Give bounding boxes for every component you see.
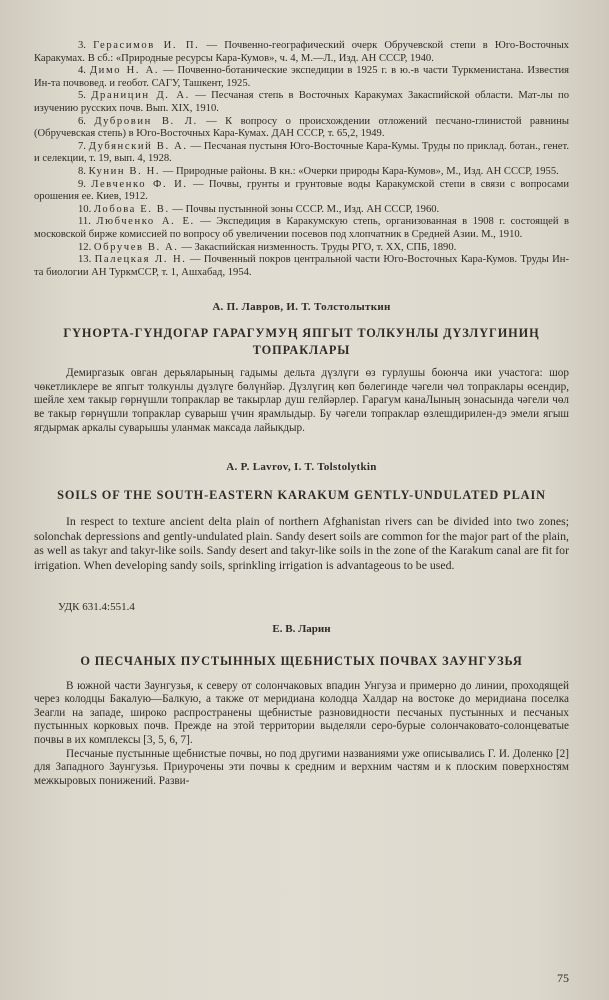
reference-author: Драницин Д. А.	[91, 90, 190, 102]
reference-number: 3.	[78, 40, 86, 51]
reference-text: — Экспедиция в Каракумскую степь, организованная в 1908 г. состоящей в московской бирже комиссией по вопросу об увеличении посевов под хлопчатник в Средней Азии. М., 1910.	[34, 216, 569, 240]
reference-number: 6.	[78, 115, 86, 127]
reference-text: — Закаспийская низменность. Труды РГО, т. XX, СПБ, 1890.	[178, 241, 457, 253]
english-authors: A. P. Lavrov, I. T. Tolstolytkin	[226, 461, 377, 474]
reference-number: 13.	[78, 254, 92, 266]
reference-number: 5.	[78, 90, 86, 102]
reference-item	[34, 242, 569, 255]
reference-number: 7.	[78, 140, 86, 152]
reference-item	[34, 216, 569, 241]
turkmen-authors: А. П. Лавров, И. Т. Толстолыткин	[212, 301, 391, 314]
english-abstract: In respect to texture ancient delta plain of northern Afghanistan rivers can be divided into two zones; solonchak depressions and gently-undulated plain. Sandy desert soils are common for the major part of the plain, as well as takyr and takyr-like soils. Sandy desert and takyr-like soils in the zone of the Karakum canal are fit for irrigation. When developing sandy soils, sprinkling irrigation is advantageous to be used.	[34, 514, 569, 573]
russian-title: О ПЕСЧАНЫХ ПУСТЫННЫХ ЩЕБНИСТЫХ ПОЧВАХ ЗАУНГУЗЬЯ	[80, 653, 523, 668]
reference-text: — Почвы пустынной зоны СССР. М., Изд. АН СССР, 1960.	[169, 203, 440, 215]
reference-text: — Почвенно-географический очерк Обручевской степи в Юго-Восточных Каракумах. В сб.: «Природные ресурсы Кара-Кумов», ч. 4, М.—Л., Изд. АН СССР, 1940.	[34, 40, 569, 64]
reference-number: 4.	[78, 65, 86, 77]
reference-item	[34, 116, 569, 141]
russian-paragraph-2: Песчаные пустынные щебнистые почвы, но под другими названиями уже описывались Г. И. Доленко [2] для Западного Заунгузья. Приурочены эти почвы к средним и верхним частям и к плоским поверхностям межкыровых понижений. Разви-	[34, 747, 569, 787]
reference-number: 10.	[78, 203, 92, 215]
reference-author: Обручев В. А.	[93, 241, 179, 253]
reference-author: Герасимов И. П.	[93, 40, 200, 51]
reference-author: Димо Н. А.	[89, 65, 160, 77]
reference-text: — Природные районы. В кн.: «Очерки природы Кара-Кумов», М., Изд. АН СССР, 1955.	[160, 165, 559, 177]
reference-author: Кунин В. Н.	[88, 165, 161, 177]
reference-author: Любченко А. Е.	[96, 216, 195, 228]
reference-text: — Песчаная степь в Восточных Каракумах Закаспийской области. Мат-лы по изучению русских почв. Вып. XIX, 1910.	[34, 90, 569, 114]
english-title: SOILS OF THE SOUTH-EASTERN KARAKUM GENTLY-UNDULATED PLAIN	[57, 488, 546, 503]
reference-author: Палецкая Л. Н.	[94, 254, 187, 266]
reference-item	[34, 90, 569, 115]
reference-text: — Песчаная пустыня Юго-Восточные Кара-Кумы. Труды по приклад. ботан., генет. и селекции, т. 19, вып. 4, 1928.	[34, 140, 569, 165]
reference-item	[34, 65, 569, 90]
udk-code: УДК 631.4:551.4	[58, 600, 135, 613]
page-number: 75	[557, 971, 569, 985]
reference-text: — Почвы, грунты и грунтовые воды Каракумской степи в связи с вопросами орошения ее. Киев, 1912.	[34, 178, 570, 203]
reference-number: 9.	[78, 178, 86, 190]
reference-text: — Почвенно-ботанические экспедиции в 1925 г. в ю.-в части Туркменистана. Известия Ин-та почвовед. и геобот. САГУ, Ташкент, 1925.	[34, 65, 569, 89]
reference-text: — К вопросу о происхождении отложений песчано-глинистой равнины (Обручевская степь) в Юго-Восточных Кара-Кумах. ДАН СССР, т. 65,2, 1949.	[34, 115, 569, 140]
reference-item	[34, 40, 569, 65]
reference-author: Дубровин В. Л.	[94, 115, 198, 127]
russian-author: Е. В. Ларин	[272, 622, 331, 635]
reference-author: Лобова Е. В.	[93, 203, 170, 215]
reference-list	[34, 40, 569, 279]
reference-item	[34, 166, 569, 179]
reference-author: Дубянский В. А.	[88, 140, 188, 152]
reference-item	[34, 254, 569, 279]
russian-paragraph-1: В южной части Заунгузья, к северу от солончаковых впадин Унгуза и примерно до линии, проходящей через колодцы Бакалую—Балкую, а также от меридиана колодца Халдар на востоке до меридиана поселка Зеагли на западе, широко распространены щебнистые разновидности песчаных пустынных и песчаных пустынных корковых почв. Прежде на этой территории выделяли серо-бурые солончаковато-солонцеватые почвы в их комплексы [3, 5, 6, 7].	[34, 679, 569, 746]
reference-item	[34, 204, 569, 217]
reference-author: Левченко Ф. И.	[91, 178, 188, 190]
turkmen-title: ГҮНОРТА-ГҮНДОГАР ГАРАГУМУҢ ЯПГЫТ ТОЛКУНЛЫ ДҮЗЛҮГИНИҢ ТОПРАКЛАРЫ	[63, 326, 540, 358]
reference-item	[34, 141, 569, 166]
reference-number: 8.	[78, 165, 86, 177]
turkmen-abstract: Демиргазык овган дерьяларының гадымы дельта дүзлүги өз гурлушы боюнча ики участога: шор чөкетликлере ве япгыт толкунлы дүзлүге бөлүнйәр. Дүзлүгиң көп бөлегинде чәгели чөл топраклары өсендир, шейле хем такыр гөрнүшли топраклар ве такырлар душ гелйәрлер. Гарагум канаЛының зонасында чәгели чөл ве такыр гөрнүшли топраклар суварыш үчин ярамлыдыр. Бу чәгели топраклар өзлешдирилен-дэ эмели ягыш ягдырмак аркалы суварышы уланмак максада лайыкдыр.	[34, 367, 569, 434]
reference-number: 12.	[78, 241, 92, 253]
reference-text: — Почвенный покров центральной части Юго-Восточных Кара-Кумов. Труды Ин-та биологии АН ТуркмССР, т. 1, Ашхабад, 1954.	[34, 254, 569, 278]
reference-number: 11.	[78, 216, 91, 228]
reference-item	[34, 179, 569, 204]
